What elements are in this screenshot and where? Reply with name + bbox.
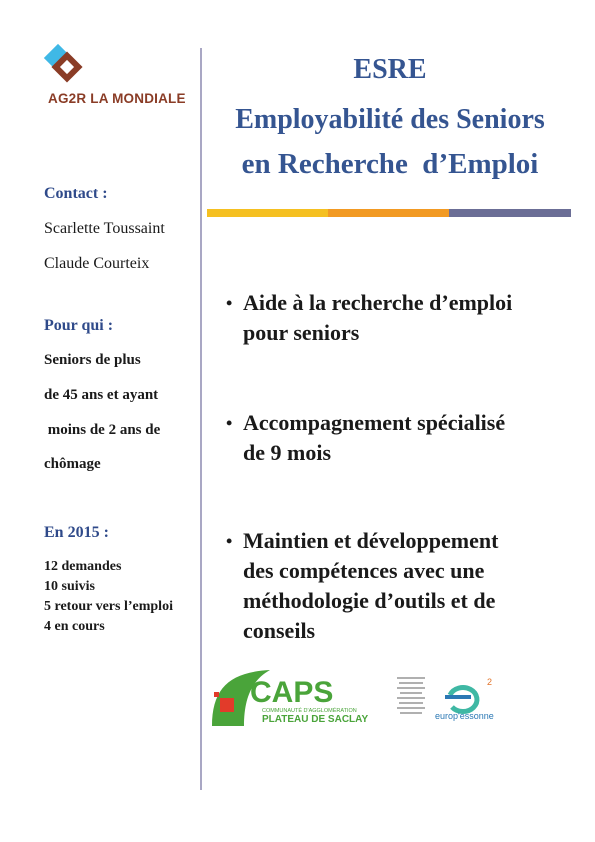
stat-line: 10 suivis: [44, 579, 95, 594]
caps-logo-subtitle: COMMUNAUTÉ D'AGGLOMÉRATION: [262, 708, 357, 714]
for-whom-line: Seniors de plus: [44, 352, 141, 368]
svg-text:2: 2: [487, 677, 493, 687]
vertical-divider: [200, 48, 202, 790]
page-title: Employabilité des Seniors: [235, 104, 545, 135]
for-whom-line: chômage: [44, 456, 101, 472]
bullet-line: pour seniors: [243, 320, 360, 345]
title-acronym: ESRE: [353, 54, 427, 85]
stat-line: 12 demandes: [44, 559, 122, 574]
caps-logo-text: CAPS: [250, 676, 334, 709]
for-whom-line: de 45 ans et ayant: [44, 387, 159, 403]
for-whom-line: moins de 2 ans de: [44, 422, 161, 438]
contact-heading: Contact :: [44, 185, 108, 202]
bullet-item: [226, 408, 571, 468]
bullet-line: méthodologie d’outils et de: [243, 588, 496, 613]
color-bar-orange: [328, 209, 449, 217]
bullet-dot-icon: •: [226, 531, 233, 551]
for-whom-heading: Pour qui :: [44, 317, 114, 334]
ag2r-logo-text: AG2R LA MONDIALE: [48, 91, 186, 106]
stat-line: 5 retour vers l’emploi: [44, 599, 173, 614]
year-heading: En 2015 :: [44, 524, 109, 541]
bullet-item: [226, 526, 571, 646]
bullet-dot-icon: •: [226, 293, 233, 313]
europessonne-logo-text: europ'essonne: [435, 711, 494, 721]
color-bar-slate: [449, 209, 571, 217]
bullet-line: Accompagnement spécialisé: [243, 410, 506, 435]
bullet-line: des compétences avec une: [243, 558, 485, 583]
caps-logo-icon: [210, 668, 369, 728]
bullet-line: Aide à la recherche d’emploi: [243, 290, 513, 315]
page-subtitle: en Recherche d’Emploi: [241, 148, 539, 180]
stat-line: 4 en cours: [44, 619, 105, 634]
color-bar: [207, 209, 571, 217]
bullet-line: Maintien et développement: [243, 528, 499, 553]
contact-name: Claude Courteix: [44, 255, 150, 272]
bullet-line: de 9 mois: [243, 440, 331, 465]
bullet-item: [226, 288, 571, 348]
contact-name: Scarlette Toussaint: [44, 220, 165, 237]
color-bar-yellow: [207, 209, 328, 217]
bullet-dot-icon: •: [226, 413, 233, 433]
caps-logo-subtitle: PLATEAU DE SACLAY: [262, 714, 369, 725]
europessonne-logo-icon: [395, 673, 510, 723]
bullet-line: conseils: [243, 618, 316, 643]
